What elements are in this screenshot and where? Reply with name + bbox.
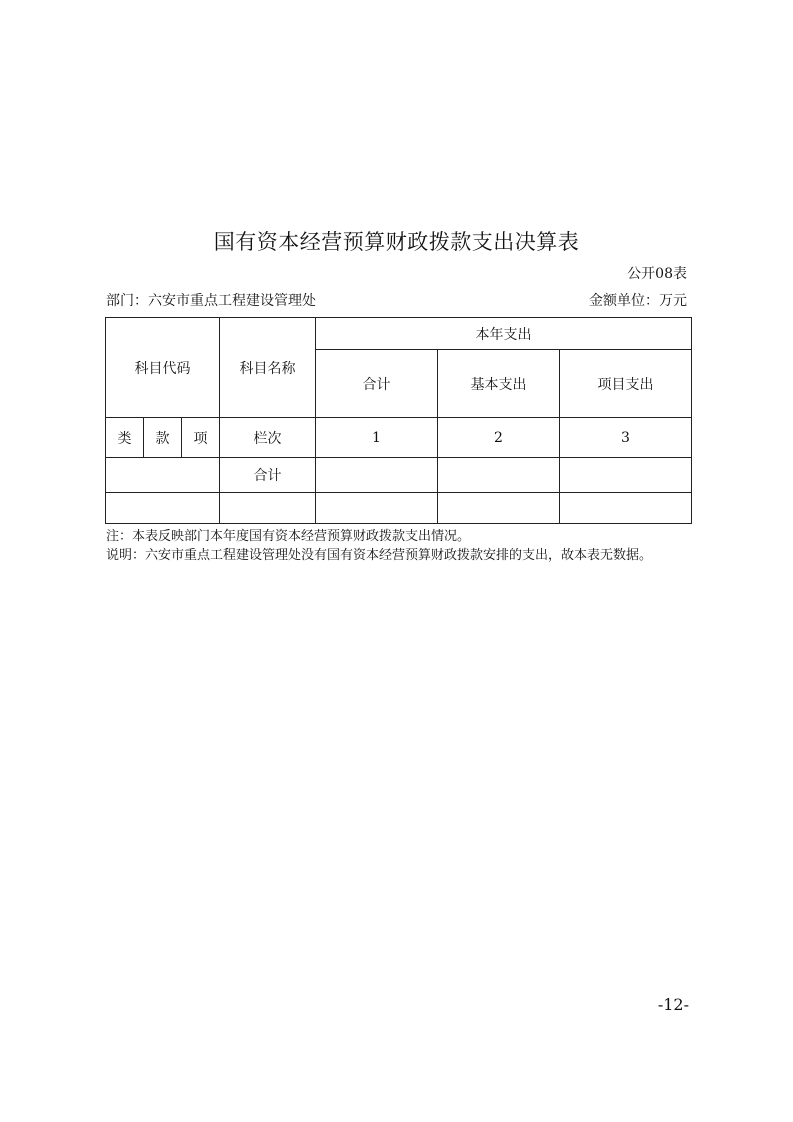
header-lei: 类 [106,418,144,458]
total-row-label: 合计 [220,458,316,493]
header-current-year: 本年支出 [316,318,692,350]
table-cell [220,493,316,524]
header-subject-code: 科目代码 [106,318,220,418]
table-row [106,493,692,524]
table-cell [438,493,560,524]
header-total: 合计 [316,350,438,418]
table-cell [106,458,220,493]
department-label: 部门：六安市重点工程建设管理处 [106,293,316,309]
table-cell [438,458,560,493]
header-subject-name: 科目名称 [220,318,316,418]
header-project: 项目支出 [560,350,692,418]
note-text: 注：本表反映部门本年度国有资本经营预算财政拨款支出情况。 [106,529,471,544]
explanation-text: 说明：六安市重点工程建设管理处没有国有资本经营预算财政拨款安排的支出，故本表无数据。 [106,548,653,563]
expenditure-table [105,317,692,524]
table-cell [316,458,438,493]
table-row [106,458,692,493]
header-kuan: 款 [144,418,182,458]
table-cell [560,493,692,524]
header-xiang: 项 [182,418,220,458]
table-cell [316,493,438,524]
table-cell [106,493,220,524]
form-number: 公开08表 [627,266,687,282]
column-number-1: 1 [316,418,438,458]
column-number-2: 2 [438,418,560,458]
amount-unit-label: 金额单位：万元 [589,293,687,309]
page-title: 国有资本经营预算财政拨款支出决算表 [213,230,580,254]
column-label: 栏次 [220,418,316,458]
page-number: -12- [657,995,689,1014]
notes [106,527,652,565]
header-basic: 基本支出 [438,350,560,418]
column-number-3: 3 [560,418,692,458]
table-cell [560,458,692,493]
